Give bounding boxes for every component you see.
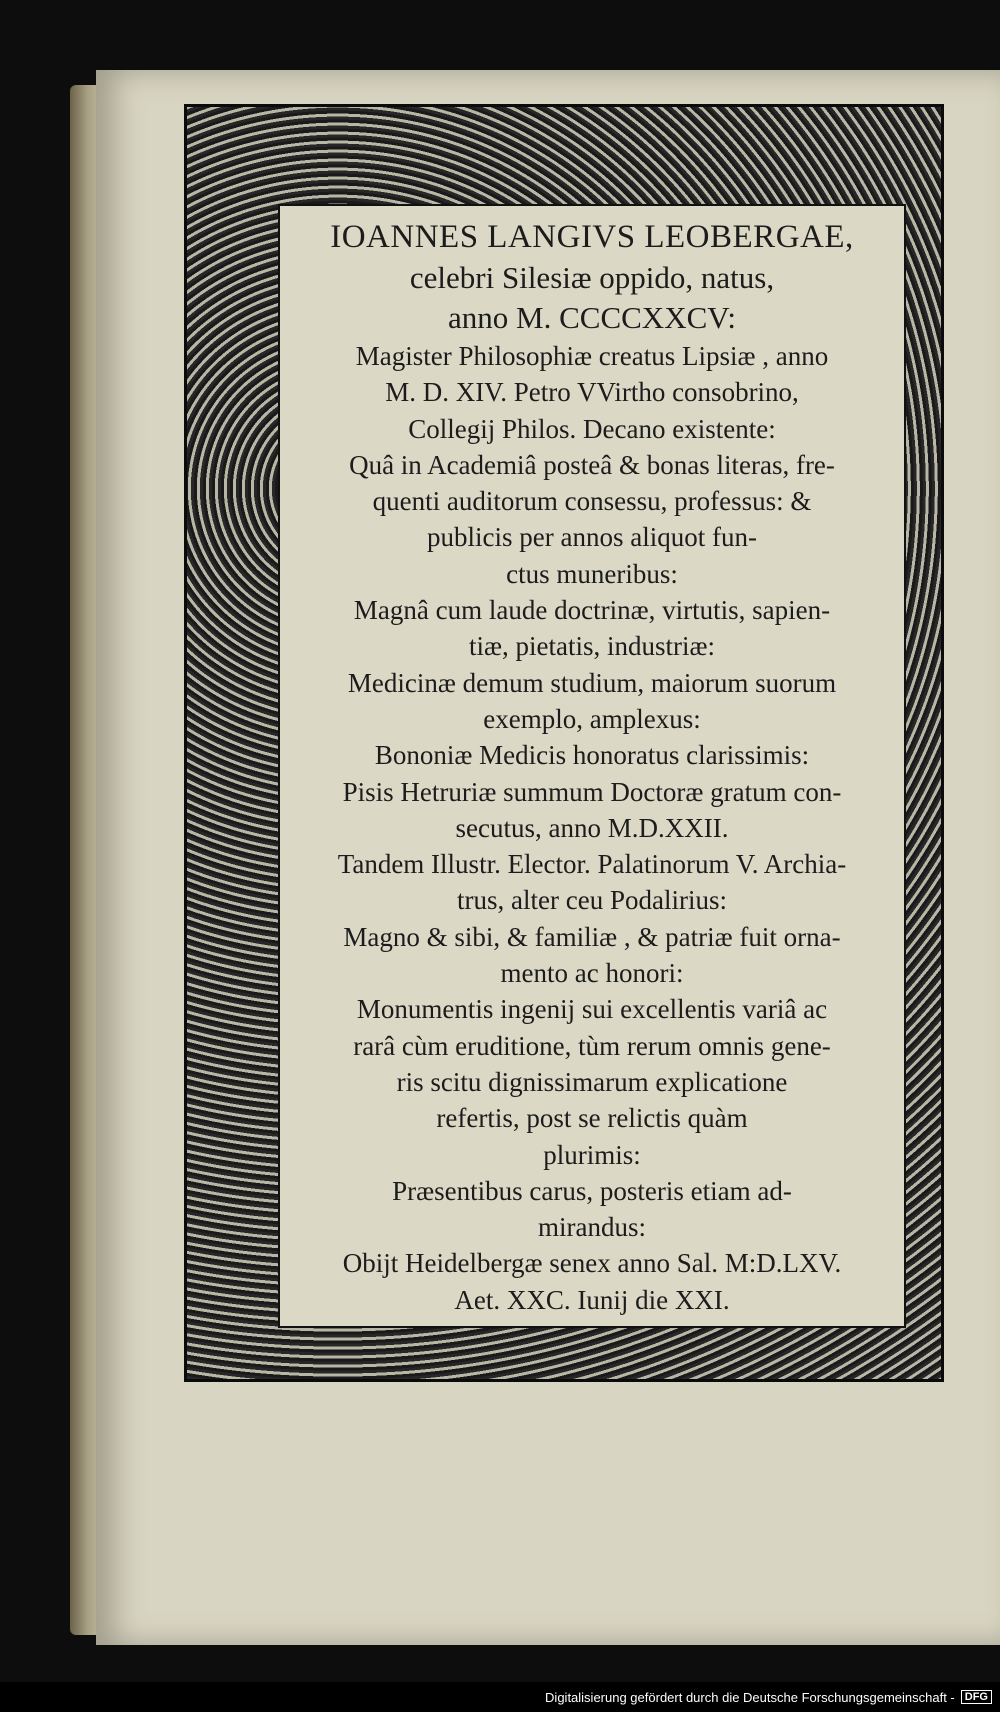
text-line: secutus, anno M.D.XXII.: [455, 812, 729, 843]
text-line: mento ac honori:: [500, 958, 684, 989]
text-line: Medicinæ demum studium, maiorum suorum: [347, 667, 837, 698]
text-line: Magnâ cum laude doctrinæ, virtutis, sapien-: [353, 595, 831, 626]
dfg-logo: DFG: [961, 1690, 992, 1704]
text-line: ctus muneribus:: [506, 558, 678, 589]
text-line: anno M. CCCCXXCV:: [448, 300, 736, 335]
text-line: Quâ in Academiâ posteâ & bonas literas, fre-: [349, 449, 835, 480]
text-line: Tandem Illustr. Elector. Palatinorum V. Archia-: [337, 849, 847, 880]
text-line: quenti auditorum consessu, professus: &: [372, 486, 812, 517]
text-line: celebri Silesiæ oppido, natus,: [409, 260, 775, 295]
footer-credit: Digitalisierung gefördert durch die Deutsche Forschungsgemeinschaft -: [545, 1689, 955, 1705]
text-panel: [278, 204, 906, 1328]
text-line: Magister Philosophiæ creatus Lipsiæ , anno: [355, 341, 829, 371]
text-line: refertis, post se relictis quàm: [436, 1103, 748, 1134]
text-line: trus, alter ceu Podalirius:: [457, 885, 727, 916]
text-line: Obijt Heidelbergæ senex anno Sal. M:D.LXV.: [342, 1248, 842, 1279]
text-line: exemplo, amplexus:: [483, 703, 701, 734]
text-line: Monumentis ingenij sui excellentis variâ ac: [356, 994, 828, 1025]
text-line: Aet. XXC. Iunij die XXI.: [454, 1284, 730, 1315]
text-line: mirandus:: [538, 1212, 646, 1243]
text-line: tiæ, pietatis, industriæ:: [468, 631, 715, 662]
text-line: M. D. XIV. Petro VVirtho consobrino,: [385, 377, 799, 408]
text-line: Collegij Philos. Decano existente:: [408, 413, 776, 444]
text-line: Magno & sibi, & familiæ , & patriæ fuit orna-: [343, 921, 841, 952]
text-line: publicis per annos aliquot fun-: [427, 522, 757, 553]
footer-bar: [0, 1682, 1000, 1712]
text-line: Pisis Hetruriæ summum Doctoræ gratum con-: [342, 776, 842, 807]
text-line: Bononiæ Medicis honoratus clarissimis:: [374, 740, 810, 771]
text-line: plurimis:: [543, 1139, 641, 1170]
epitaph-text: [280, 206, 904, 1318]
text-line: rarâ cùm eruditione, tùm rerum omnis gene-: [353, 1030, 831, 1061]
text-line: Præsentibus carus, posteris etiam ad-: [392, 1175, 792, 1206]
text-line: ris scitu dignissimarum explicatione: [396, 1066, 788, 1097]
text-line: IOANNES LANGIVS LEOBERGAE,: [330, 219, 854, 255]
